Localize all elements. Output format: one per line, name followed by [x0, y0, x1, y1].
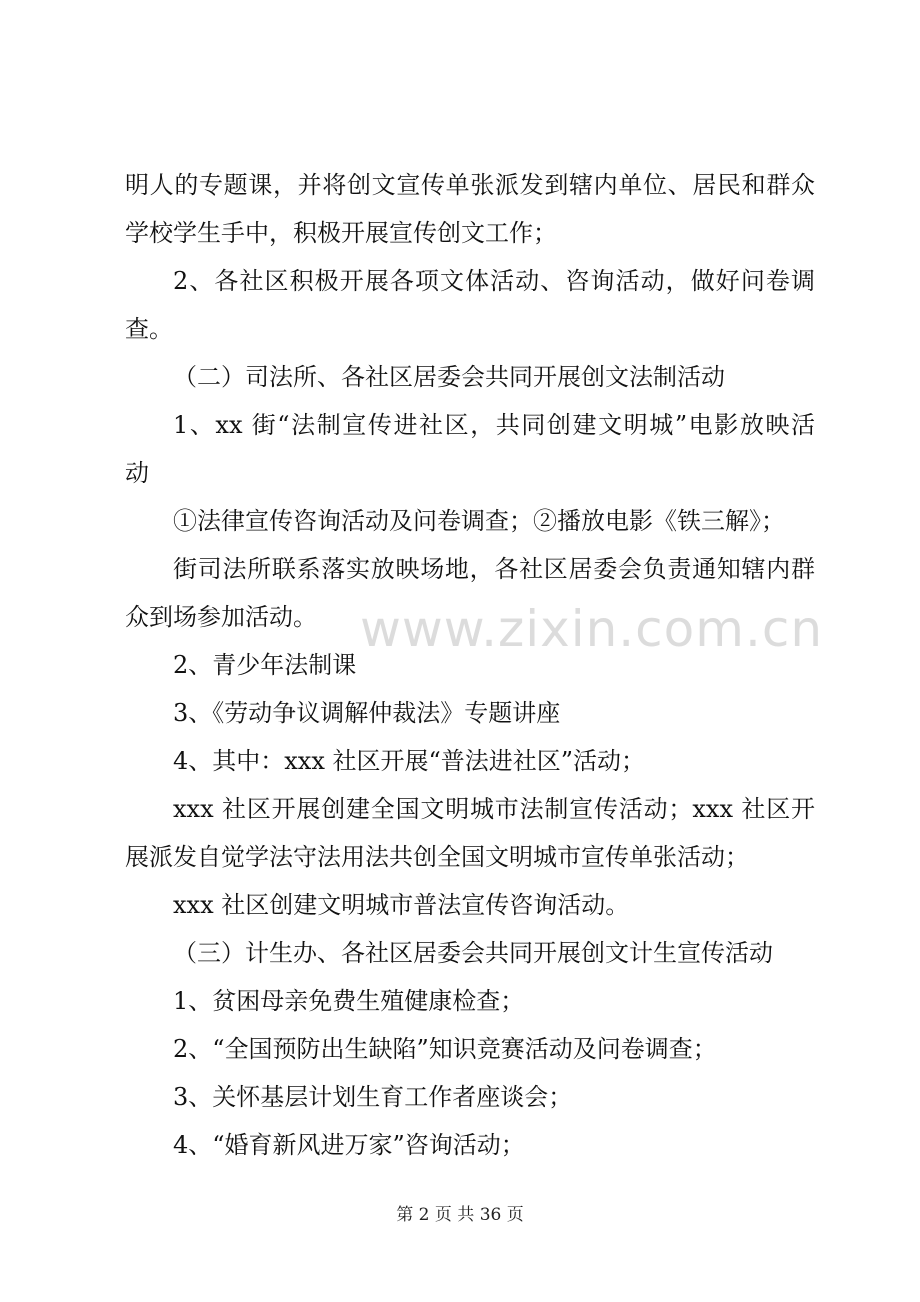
text-line-10: 众到场参加活动。 [125, 603, 317, 631]
text-line-4: 查。 [125, 315, 173, 343]
text-line-8: ①法律宣传咨询活动及问卷调查；②播放电影《铁三解》； [173, 507, 785, 535]
text-line-19: 2、“全国预防出生缺陷”知识竞赛活动及问卷调查； [173, 1035, 717, 1063]
text-line-7: 动 [125, 459, 149, 487]
text-line-13: 4、其中：xxx 社区开展“普法进社区”活动； [173, 747, 646, 775]
text-line-14: xxx 社区开展创建全国文明城市法制宣传活动；xxx 社区开 [173, 795, 815, 823]
section-heading-3: （三）计生办、各社区居委会共同开展创文计生宣传活动 [173, 939, 773, 967]
text-line-9: 街司法所联系落实放映场地，各社区居委会负责通知辖内群 [173, 555, 815, 583]
watermark: www.zixin.com.cn [360, 600, 824, 658]
text-line-18: 1、贫困母亲免费生殖健康检查； [173, 987, 525, 1015]
section-heading-2: （二）司法所、各社区居委会共同开展创文法制活动 [173, 363, 725, 391]
text-line-2: 学校学生手中，积极开展宣传创文工作； [125, 219, 557, 247]
text-line-12: 3、《劳动争议调解仲裁法》专题讲座 [173, 699, 561, 727]
page-footer: 第 2 页 共 36 页 [396, 1205, 524, 1225]
text-line-20: 3、关怀基层计划生育工作者座谈会； [173, 1083, 573, 1111]
text-line-21: 4、“婚育新风进万家”咨询活动； [173, 1131, 525, 1159]
text-line-11: 2、青少年法制课 [173, 651, 357, 679]
text-line-15: 展派发自觉学法守法用法共创全国文明城市宣传单张活动； [125, 843, 749, 871]
text-line-3: 2、各社区积极开展各项文体活动、咨询活动，做好问卷调 [173, 267, 815, 295]
text-line-1: 明人的专题课，并将创文宣传单张派发到辖内单位、居民和群众 [125, 171, 815, 199]
text-line-16: xxx 社区创建文明城市普法宣传咨询活动。 [173, 891, 630, 919]
text-line-6: 1、xx 街“法制宣传进社区，共同创建文明城”电影放映活 [173, 411, 815, 439]
